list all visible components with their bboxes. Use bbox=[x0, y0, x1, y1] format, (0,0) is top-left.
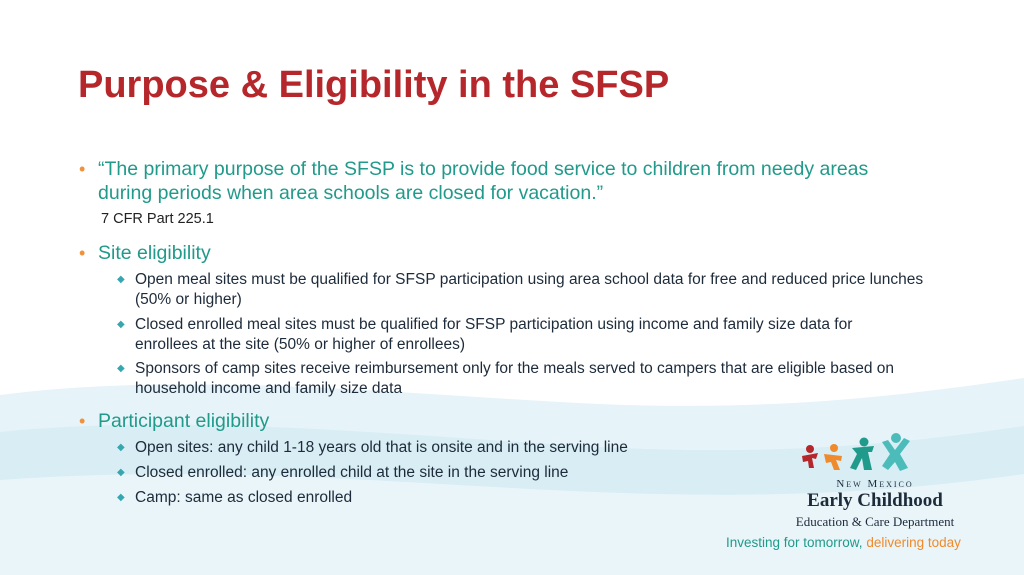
logo-state: New Mexico bbox=[836, 478, 914, 490]
sub-item-text: Open meal sites must be qualified for SFSP participation using area school data for free and reduced price lunches (50% or higher) bbox=[135, 271, 924, 308]
bullet-marker: • bbox=[79, 159, 86, 179]
diamond-marker: ◆ bbox=[117, 274, 125, 285]
bullet-marker: • bbox=[79, 411, 86, 431]
diamond-marker: ◆ bbox=[117, 492, 125, 503]
bullet-site-eligibility bbox=[79, 241, 211, 265]
logo-name: Early Childhood bbox=[807, 490, 943, 511]
sub-item-text: Sponsors of camp sites receive reimbursement only for the meals served to campers that are eligible based on household income and family size data bbox=[135, 360, 895, 397]
citation: 7 CFR Part 225.1 bbox=[101, 211, 214, 227]
sub-item bbox=[117, 438, 717, 458]
figure-light-teal bbox=[882, 433, 910, 471]
bullet-participant-eligibility bbox=[79, 409, 269, 433]
sub-item-text: Closed enrolled: any enrolled child at the site in the serving line bbox=[135, 464, 569, 481]
figure-red bbox=[802, 445, 818, 468]
bullet-marker: • bbox=[79, 243, 86, 263]
diamond-marker: ◆ bbox=[117, 319, 125, 330]
bullet-site-eligibility-text: Site eligibility bbox=[98, 242, 211, 264]
sub-item bbox=[117, 315, 907, 355]
diamond-marker: ◆ bbox=[117, 363, 125, 374]
logo-department: Education & Care Department bbox=[795, 514, 955, 529]
slide-title: Purpose & Eligibility in the SFSP bbox=[78, 64, 670, 106]
tagline-part2: delivering today bbox=[862, 535, 961, 550]
sub-item-text: Open sites: any child 1-18 years old that is onsite and in the serving line bbox=[135, 439, 628, 456]
diamond-marker: ◆ bbox=[117, 467, 125, 478]
tagline-part1: Investing for tomorrow, bbox=[726, 535, 863, 550]
diamond-marker: ◆ bbox=[117, 442, 125, 453]
bullet-purpose bbox=[79, 157, 919, 205]
sub-item-text: Camp: same as closed enrolled bbox=[135, 489, 353, 506]
sub-item bbox=[117, 359, 937, 399]
bullet-participant-eligibility-text: Participant eligibility bbox=[98, 410, 270, 432]
sub-item bbox=[117, 488, 717, 508]
sub-item bbox=[117, 270, 927, 310]
figure-teal bbox=[850, 438, 874, 471]
bullet-purpose-text: “The primary purpose of the SFSP is to provide food service to children from needy areas during periods when area schools are closed for vacation.” bbox=[98, 158, 869, 204]
sub-item-text: Closed enrolled meal sites must be qualified for SFSP participation using income and family size data for enrollees at the site (50% or higher of enrollees) bbox=[135, 316, 853, 353]
children-figures-icon bbox=[800, 432, 920, 474]
nm-ecece-logo bbox=[720, 432, 1010, 557]
figure-orange bbox=[824, 444, 842, 470]
sub-item bbox=[117, 463, 717, 483]
logo-tagline bbox=[726, 535, 961, 550]
